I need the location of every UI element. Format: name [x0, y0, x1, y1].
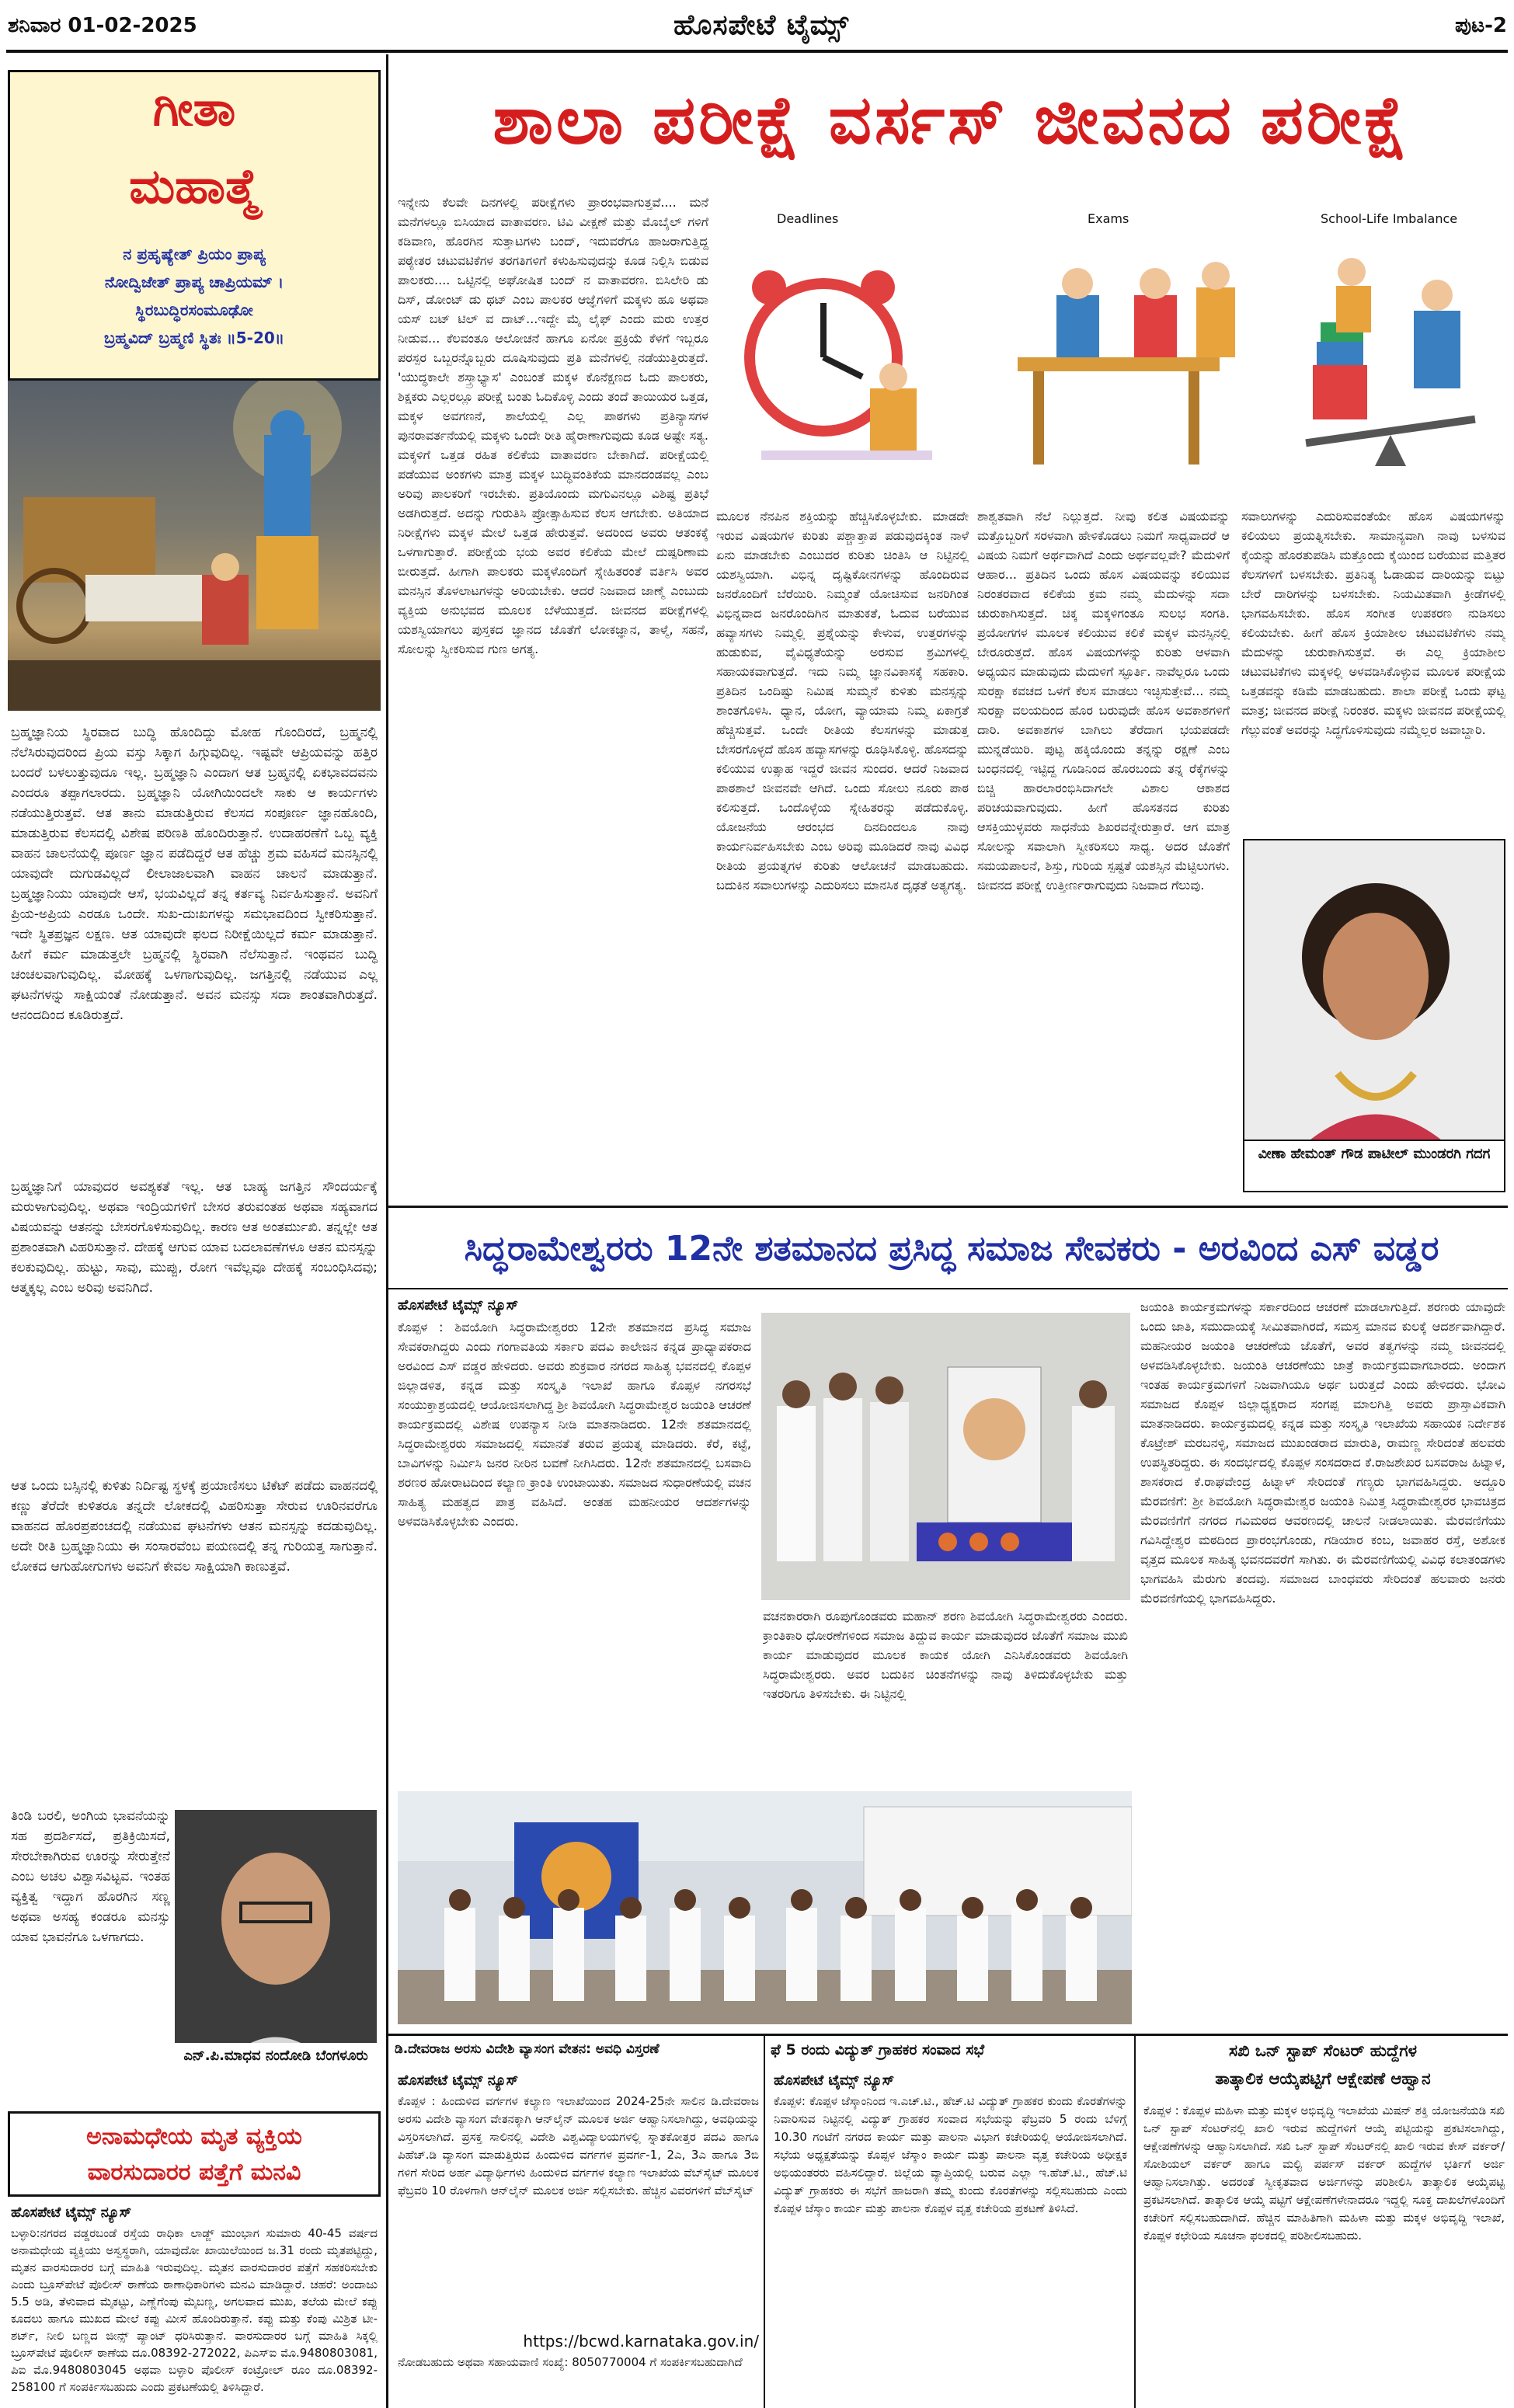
gita-verse-2: ನೋದ್ವಿಜೇತ್ ಪ್ರಾಪ್ಯ ಚಾಪ್ರಿಯಮ್ ।: [104, 273, 284, 291]
anamadheya-headline-box: [8, 2111, 381, 2197]
devaraj-body: ಕೊಪ್ಪಳ : ಹಿಂದುಳಿದ ವರ್ಗಗಳ ಕಲ್ಯಾಣ ಇಲಾಖೆಯಿಂದ 2024-25ನೇ ಸಾಲಿನ ಡಿ.ದೇವರಾಜ ಅರಸು ವಿದೇಶಿ ವ್ಯಾಸಂಗ ವೇತನಕ್ಕಾಗಿ ಆನ್‌ಲೈನ್ ಮೂಲಕ ಅರ್ಜಿ ಆಹ್ವಾನಿಸಲಾಗಿದ್ದು, ಅವಧಿಯನ್ನು ವಿಸ್ತರಿಸಲಾಗಿದೆ. ಪ್ರಸಕ್ತ ಸಾಲಿನಲ್ಲಿ ವಿದೇಶಿ ವಿಶ್ವವಿದ್ಯಾಲಯಗಳಲ್ಲಿ ಸ್ನಾತಕೋತ್ತರ ಪದವಿ ಹಾಗೂ ಪಿಹೆಚ್.ಡಿ ವ್ಯಾಸಂಗ ಮಾಡುತ್ತಿರುವ ಹಿಂದುಳಿದ ವರ್ಗಗಳ ಪ್ರವರ್ಗ-1, 2ಎ, 3ಎ ಹಾಗೂ 3ಬಿ ಗಳಿಗೆ ಸೇರಿದ ಅರ್ಹ ವಿದ್ಯಾರ್ಥಿಗಳು ಹಿಂದುಳಿದ ವರ್ಗಗಳ ಕಲ್ಯಾಣ ಇಲಾಖೆಯ ವೆಬ್‌ಸೈಟ್ ಮೂಲಕ ಫೆಬ್ರವರಿ 10 ರೊಳಗಾಗಿ ಆನ್‌ಲೈನ್ ಮೂಲಕ ಅರ್ಜಿ ಸಲ್ಲಿಸಬೇಕು. ಹೆಚ್ಚಿನ ವಿವರಗಳಿಗೆ ವೆಬ್‌ಸೈಟ್: [398, 2094, 759, 2197]
aravinda-byline: ಹೊಸಪೇಟೆ ಟೈಮ್ಸ್ ನ್ಯೂಸ್: [398, 1297, 519, 1314]
sakhi-headline-2: ತಾತ್ಕಾಲಿಕ ಆಯ್ಕೆಪಟ್ಟಿಗೆ ಆಕ್ಷೇಪಣೆ ಆಹ್ವಾನ: [1215, 2069, 1431, 2088]
header-rule: [6, 50, 1508, 53]
bottom-vrule-2: [1134, 2036, 1136, 2408]
left-column-rule: [386, 54, 388, 2408]
event-photo: [761, 1313, 1130, 1600]
electricity-headline: ಫೆ 5 ರಂದು ವಿದ್ಯುತ್ ಗ್ರಾಹಕರ ಸಂವಾದ ಸಭೆ: [771, 2041, 985, 2058]
aravinda-headline: ಸಿದ್ಧರಾಮೇಶ್ವರರು 12ನೇ ಶತಮಾನದ ಪ್ರಸಿದ್ಧ ಸಮಾಜ ಸೇವಕರು - ಅರವಿಂದ ಎಸ್ ವಡ್ಡರ: [464, 1229, 1439, 1268]
author-photo-veena: [1243, 839, 1505, 1192]
devaraj-headline: ಡಿ.ದೇವರಾಜ ಅರಸು ವಿದೇಶಿ ವ್ಯಾಸಂಗ ವೇತನ: ಅವಧಿ ವಿಸ್ತರಣೆ: [395, 2041, 660, 2057]
anamadheya-byline: ಹೊಸಪೇಟೆ ಟೈಮ್ಸ್ ನ್ಯೂಸ್: [11, 2204, 132, 2221]
page-number: ಪುಟ-2: [1454, 14, 1507, 37]
anamadheya-headline-2: ವಾರಸುದಾರರ ಪತ್ತೆಗೆ ಮನವಿ: [87, 2159, 301, 2186]
author-caption-madhava: ಎನ್.ಪಿ.ಮಾಧವ ನಂದೋಡಿ ಬೆಂಗಳೂರು: [175, 2043, 377, 2093]
krishna-arjuna-painting: [8, 381, 381, 711]
devaraj-tail: ನೋಡಬಹುದು ಅಥವಾ ಸಹಾಯವಾಣಿ ಸಂಖ್ಯೆ: 8050770004 ಗೆ ಸಂಪರ್ಕಿಸಬಹುದಾಗಿದೆ: [398, 2355, 743, 2369]
devaraj-url[interactable]: https://bcwd.karnataka.gov.in/: [523, 2332, 759, 2351]
sakhi-headline-1: ಸಖಿ ಒನ್ ಸ್ಟಾಪ್ ಸೆಂಟರ್ ಹುದ್ದೆಗಳ: [1228, 2041, 1418, 2060]
aravinda-mid: ವಚನಕಾರರಾಗಿ ರೂಪುಗೊಂಡವರು ಮಹಾನ್ ಶರಣ ಶಿವಯೋಗಿ ಸಿದ್ಧರಾಮೇಶ್ವರರು ಎಂದರು. ಕ್ರಾಂತಿಕಾರಿ ಧೋರಣೆಗಳಿಂದ ಸಮಾಜ ತಿದ್ದುವ ಕಾರ್ಯ ಮಾಡುವುದರ ಜೊತೆಗೆ ಸಮಾಜ ಮುಖಿ ಕಾರ್ಯ ಮಾಡುವುದರ ಮೂಲಕ ಕಾಯಕ ಯೋಗಿ ಎನಿಸಿಕೊಂಡವರು ಶಿವಯೋಗಿ ಸಿದ್ಧರಾಮೇಶ್ವರರು. ಅವರ ಬದುಕಿನ ಚಿಂತನೆಗಳನ್ನು ನಾವು ತಿಳಿದುಕೊಳ್ಳಬೇಕು ಮತ್ತು ಇತರರಿಗೂ ತಿಳಿಸಬೇಕು. ಈ ನಿಟ್ಟಿನಲ್ಲಿ: [763, 1609, 1128, 1701]
author-photo-madhava: [175, 1810, 377, 2093]
gita-body-3: ಆತ ಒಂದು ಬಸ್ಸಿನಲ್ಲಿ ಕುಳಿತು ನಿರ್ದಿಷ್ಟ ಸ್ಥಳಕ್ಕೆ ಪ್ರಯಾಣಿಸಲು ಟಿಕೆಟ್ ಪಡೆದು ವಾಹನದಲ್ಲಿ ಕಣ್ಣು ತೆರೆದೇ ಕುಳಿತರೂ ತನ್ನದೇ ಲೋಕದಲ್ಲಿ ವಿಹರಿಸುತ್ತಾ ಸೇರುವ ಊರಿನವರೆಗೂ ವಾಹನದ ಹೊರಪ್ರಪಂಚದಲ್ಲಿ ನಡೆಯುವ ಘಟನೆಗಳು ಆತನ ಮನಸ್ಸನ್ನು ಕದಡುವುದಿಲ್ಲ. ಅದೇ ರೀತಿ ಬ್ರಹ್ಮಜ್ಞಾನಿಯು ಈ ಸಂಸಾರವೆಂಬ ಪಯಣದಲ್ಲಿ ತನ್ನ ಗುರಿಯತ್ತ ಸಾಗುತ್ತಾನೆ. ಲೋಕದ ಆಗುಹೋಗುಗಳು ಅವನಿಗೆ ಕೇವಲ ಸಾಕ್ಷಿಯಾಗಿ ಕಾಣುತ್ತವೆ.: [11, 1478, 378, 1575]
gita-verse-1: ನ ಪ್ರಹೃಷ್ಯೇತ್ ಪ್ರಿಯಂ ಪ್ರಾಪ್ಯ: [123, 245, 266, 263]
devaraj-byline: ಹೊಸಪೇಟೆ ಟೈಮ್ಸ್ ನ್ಯೂಸ್: [398, 2072, 519, 2089]
gita-verse-3: ಸ್ಥಿರಬುದ್ಧಿರಸಂಮೂಢೋ: [135, 301, 253, 319]
section-rule-3: [388, 2034, 1508, 2036]
illus-label-deadlines: Deadlines: [777, 211, 839, 226]
anamadheya-body: ಬಳ್ಳಾರಿ:ನಗರದ ವಡ್ಡರಬಂಡೆ ರಸ್ತೆಯ ರಾಧಿಕಾ ಲಾಡ್ಜ್ ಮುಂಭಾಗ ಸುಮಾರು 40-45 ವರ್ಷದ ಅನಾಮಧೇಯ ವ್ಯಕ್ತಿಯು ಅಸ್ವಸ್ಥರಾಗಿ, ಯಾವುದೋ ಖಾಯಿಲೆಯಿಂದ ಜ.31 ರಂದು ಮೃತಪಟ್ಟಿದ್ದು, ಮೃತನ ವಾರಸುದಾರರ ಬಗ್ಗೆ ಮಾಹಿತಿ ಇರುವುದಿಲ್ಲ. ಮೃತನ ವಾರಸುದಾರರ ಪತ್ತೆಗೆ ಸಹಕರಿಸಬೇಕು ಎಂದು ಬ್ರೂಸ್‍ಪೇಟೆ ಪೊಲೀಸ್ ಠಾಣೆಯ ಠಾಣಾಧಿಕಾರಿಗಳು ಮನವಿ ಮಾಡಿದ್ದಾರೆ. ಚಹರೆ: ಅಂದಾಜು 5.5 ಅಡಿ, ತೆಳುವಾದ ಮೈಕಟ್ಟು, ಎಣ್ಣೆಗೆಂಪು ಮೈಬಣ್ಣ, ಅಗಲವಾದ ಮುಖ, ತಲೆಯ ಮೇಲೆ ಕಪ್ಪು ಕೂದಲು ಹಾಗೂ ಮುಖದ ಮೇಲೆ ಕಪ್ಪು ಮೀಸೆ ಹೊಂದಿರುತ್ತಾನೆ. ಕಪ್ಪು ಮತ್ತು ಕೆಂಪು ಮಿಶ್ರಿತ ಟೀ-ಶರ್ಟ್, ನೀಲಿ ಬಣ್ಣದ ಜೀನ್ಸ್ ಪ್ಯಾಂಟ್ ಧರಿಸಿರುತ್ತಾನೆ. ವಾರಸುದಾರರ ಬಗ್ಗೆ ಮಾಹಿತಿ ಸಿಕ್ಕಲ್ಲಿ ಬ್ರೂಸ್‍ಪೇಟೆ ಪೊಲೀಸ್ ಠಾಣೆಯ ದೂ.08392-272022, ಪಿಎಸ್‌ಐ ಮೊ.9480803081, ಪಿಐ ಮೊ.9480803045 ಅಥವಾ ಬಳ್ಳಾರಿ ಪೊಲೀಸ್ ಕಂಟ್ರೋಲ್ ರೂಂ ದೂ.08392-258100 ಗೆ ಸಂಪರ್ಕಿಸಬಹುದು ಎಂದು ಪ್ರಕಟಣೆಯಲ್ಲಿ ತಿಳಿಸಿದ್ದಾರೆ.: [11, 2226, 378, 2394]
anamadheya-headline-1: ಅನಾಮಧೇಯ ಮೃತ ವ್ಯಕ್ತಿಯ: [86, 2123, 302, 2150]
issue-date: ಶನಿವಾರ 01-02-2025: [8, 14, 197, 37]
masthead-title: ಹೊಸಪೇಟೆ ಟೈಮ್ಸ್: [673, 9, 850, 41]
sakhi-body: ಕೊಪ್ಪಳ : ಕೊಪ್ಪಳ ಮಹಿಳಾ ಮತ್ತು ಮಕ್ಕಳ ಅಭಿವೃದ್ಧಿ ಇಲಾಖೆಯ ಮಿಷನ್ ಶಕ್ತಿ ಯೋಜನೆಯಡಿ ಸಖಿ ಒನ್ ಸ್ಟಾಪ್ ಸೆಂಟರ್‌ನಲ್ಲಿ ಖಾಲಿ ಇರುವ ಹುದ್ದೆಗಳಿಗೆ ಆಯ್ಕೆ ಪಟ್ಟಿಯನ್ನು ಪ್ರಕಟಿಸಲಾಗಿದ್ದು, ಆಕ್ಷೇಪಣೆಗಳನ್ನು ಆಹ್ವಾನಿಸಲಾಗಿದೆ. ಸಖಿ ಒನ್ ಸ್ಟಾಪ್ ಸೆಂಟರ್‌ನಲ್ಲಿ ಖಾಲಿ ಇರುವ ಕೇಸ್ ವರ್ಕರ್/ಸೋಶಿಯಲ್ ವರ್ಕರ್ ಹಾಗೂ ಮಲ್ಟಿ ಪರ್ಪಸ್ ವರ್ಕರ್ ಹುದ್ದೆಗಳ ಭರ್ತಿಗೆ ಅರ್ಜಿ ಆಹ್ವಾನಿಸಲಾಗಿತ್ತು. ಅದರಂತೆ ಸ್ವೀಕೃತವಾದ ಅರ್ಜಿಗಳನ್ನು ಪರಿಶೀಲಿಸಿ ತಾತ್ಕಾಲಿಕ ಆಯ್ಕೆಪಟ್ಟಿ ಪ್ರಕಟಿಸಲಾಗಿದೆ. ತಾತ್ಕಾಲಿಕ ಆಯ್ಕೆ ಪಟ್ಟಿಗೆ ಆಕ್ಷೇಪಣೆಗಳೇನಾದರೂ ಇದ್ದಲ್ಲಿ ಸೂಕ್ತ ದಾಖಲೆಗಳೊಂದಿಗೆ ಕಚೇರಿಗೆ ಸಲ್ಲಿಸಬಹುದಾಗಿದೆ. ಹೆಚ್ಚಿನ ಮಾಹಿತಿಗಾಗಿ ಮಹಿಳಾ ಮತ್ತು ಮಕ್ಕಳ ಅಭಿವೃದ್ಧಿ ಇಲಾಖೆ, ಕೊಪ್ಪಳ ಕಛೇರಿಯ ಸೂಚನಾ ಫಲಕದಲ್ಲಿ ಪರಿಶೀಲಿಸಬಹುದು.: [1143, 2104, 1505, 2243]
main-article-col-1: ಇನ್ನೇನು ಕೆಲವೇ ದಿನಗಳಲ್ಲಿ ಪರೀಕ್ಷೆಗಳು ಪ್ರಾರಂಭವಾಗುತ್ತವೆ.... ಮನೆ ಮನೆಗಳಲ್ಲೂ ಬಿಸಿಯಾದ ವಾತಾವರಣ. ಟಿವಿ ವೀಕ್ಷಣೆ ಮತ್ತು ಮೊಬೈಲ್ ಗಳಿಗೆ ಕಡಿವಾಣ, ಹೊರಗಿನ ಸುತ್ತಾಟಗಳು ಬಂದ್, ಇದುವರೆಗೂ ಹಾಜರಾಗುತ್ತಿದ್ದ ಪಠ್ಯೇತರ ಚಟುವಟಿಕೆಗಳ ತರಗತಿಗಳಿಗೆ ಕಳುಹಿಸುವುದನ್ನು ಕೂಡ ನಿಲ್ಲಿಸಿ ಬಿಡುವ ಪಾಲಕರು.... ಒಟ್ಟಿನಲ್ಲಿ ಅಘೋಷಿತ ಬಂದ್ ನ ವಾತಾವರಣ. ಬಿಸಿಲೇರಿ ಡು ದಿಸ್, ಡೋಂಟ್ ಡು ಥಟ್ ಎಂಬ ಪಾಲಕರ ಆಜ್ಞೆಗಳಿಗೆ ಮಕ್ಕಳು ಹೂ ಅಥವಾ ಯಸ್ ಬಟ್ ಟಿಲ್ ವ ದಾಟ್...ಇದ್ದೇ ಮೈ ಲೈಫ್ ಎಂದು ಮರು ಉತ್ತರ ನೀಡುವ... ಕೆಲವಂತೂ ಆಲೋಚನೆ ಹಾಗೂ ಏನೋ ಪ್ರಕ್ರಿಯೆ ಕೆಳಗೆ ಇಬ್ಬರೂ ಪರಸ್ಪರ ಒಬ್ಬರನ್ನೊಬ್ಬರು ದೂಷಿಸುವುದು ಪ್ರತಿ ಮನೆಗಳಲ್ಲಿ ನಡೆಯುತ್ತಿರುತ್ತದೆ. 'ಯುದ್ಧಕಾಲೇ ಶಸ್ತ್ರಾಭ್ಯಾಸ' ಎಂಬಂತೆ ಮಕ್ಕಳ ಕೊನೆಕ್ಷಣದ ಓದು ಪಾಲಕರು, ಶಿಕ್ಷಕರು ಎಲ್ಲರಲ್ಲೂ ಪರೀಕ್ಷೆ ಬಂತು ಓದಿಕೊಳ್ಳಿ ಎಂದು ತಂದೆ ತಾಯಿಯರ ಒತ್ತಡ, ಮಕ್ಕಳ ಅವಗಣನೆ, ಶಾಲೆಯಲ್ಲಿ ಎಲ್ಲ ಪಾಠಗಳು ಪ್ರತಿನ್ಯಾಸಗಳ ಪುನರಾವರ್ತನೆಯಲ್ಲಿ ಮಕ್ಕಳು ಒಂದೇ ರೀತಿ ಹೈರಾಣಾಗುವುದು ಕೂಡ ಅಷ್ಟೇ ಸತ್ಯ. ಮಕ್ಕಳಿಗೆ ಒತ್ತಡ ರಹಿತ ಕಲಿಕೆಯ ವಾತಾವರಣ ಬೇಕಾಗಿದೆ. ಪರೀಕ್ಷೆಯಲ್ಲಿ ಪಡೆಯುವ ಅಂಕಗಳು ಮಾತ್ರ ಮಕ್ಕಳ ಬುದ್ಧಿವಂತಿಕೆಯ ಮಾನದಂಡವಲ್ಲ ಎಂಬ ಅರಿವು ಪಾಲಕರಿಗೆ ಇರಬೇಕು. ಪ್ರತಿಯೊಂದು ಮಗುವಿನಲ್ಲೂ ವಿಶಿಷ್ಟ ಪ್ರತಿಭೆ ಅಡಗಿರುತ್ತದೆ. ಅದನ್ನು ಗುರುತಿಸಿ ಪ್ರೋತ್ಸಾಹಿಸುವ ಕೆಲಸ ಆಗಬೇಕು. ಅತಿಯಾದ ನಿರೀಕ್ಷೆಗಳು ಮಕ್ಕಳ ಮೇಲೆ ಒತ್ತಡ ಹೇರುತ್ತವೆ. ಅದರಿಂದ ಅವರು ಆತಂಕಕ್ಕೆ ಒಳಗಾಗುತ್ತಾರೆ. ಪರೀಕ್ಷೆಯ ಭಯ ಅವರ ಕಲಿಕೆಯ ಮೇಲೆ ದುಷ್ಪರಿಣಾಮ ಬೀರುತ್ತದೆ. ಹೀಗಾಗಿ ಪಾಲಕರು ಮಕ್ಕಳೊಂದಿಗೆ ಸ್ನೇಹಿತರಂತೆ ವರ್ತಿಸಿ ಅವರ ಮನಸ್ಸಿನ ತೊಳಲಾಟಗಳನ್ನು ಅರಿಯಬೇಕು. ಆದರೆ ನಿಜವಾದ ಜಾಣ್ಮೆ ಎಂಬುದು ವ್ಯಕ್ತಿಯ ಅನುಭವದ ಮೂಲಕ ಬೆಳೆಯುತ್ತದೆ. ಜೀವನದ ಪರೀಕ್ಷೆಗಳಲ್ಲಿ ಯಶಸ್ವಿಯಾಗಲು ಪುಸ್ತಕದ ಜ್ಞಾನದ ಜೊತೆಗೆ ಲೋಕಜ್ಞಾನ, ತಾಳ್ಮೆ, ಸಹನೆ, ಸೋಲನ್ನು ಸ್ವೀಕರಿಸುವ ಗುಣ ಅಗತ್ಯ.: [398, 195, 708, 656]
main-article-col-3: ಶಾಶ್ವತವಾಗಿ ನೆಲೆ ನಿಲ್ಲುತ್ತದೆ. ನೀವು ಕಲಿತ ವಿಷಯವನ್ನು ಮತ್ತೊಬ್ಬರಿಗೆ ಸರಳವಾಗಿ ಹೇಳಿಕೊಡಲು ನಿಮಗೆ ಸಾಧ್ಯವಾದರೆ ಆ ವಿಷಯ ನಿಮಗೆ ಅರ್ಥವಾಗಿದೆ ಎಂದು ಅರ್ಥವಲ್ಲವೇ? ಮೆದುಳಿಗೆ ಆಹಾರ... ಪ್ರತಿದಿನ ಒಂದು ಹೊಸ ವಿಷಯವನ್ನು ಕಲಿಯುವ ನಿರಂತರವಾದ ಕಲಿಕೆಯ ಕ್ರಮ ನಮ್ಮ ಮೆದುಳನ್ನು ಸದಾ ಚುರುಕಾಗಿಸುತ್ತದೆ. ಚಿಕ್ಕ ಮಕ್ಕಳಿಗಂತೂ ಸುಲಭ ಸಂಗತಿ. ಪ್ರಯೋಗಗಳ ಮೂಲಕ ಕಲಿಯುವ ಕಲಿಕೆ ಮಕ್ಕಳ ಮನಸ್ಸಿನಲ್ಲಿ ಬೇರೂರುತ್ತದೆ. ಹೊಸ ವಿಷಯಗಳನ್ನು ಕುರಿತು ಆಳವಾಗಿ ಅಧ್ಯಯನ ಮಾಡುವುದು ಮೆದುಳಿಗೆ ಸ್ಫೂರ್ತಿ. ನಾವೆಲ್ಲರೂ ಒಂದು ಸುರಕ್ಷಾ ಕವಚದ ಒಳಗೆ ಕೆಲಸ ಮಾಡಲು ಇಚ್ಛಿಸುತ್ತೇವೆ... ನಮ್ಮ ಸುರಕ್ಷಾ ವಲಯದಿಂದ ಹೊರ ಬರುವುದೇ ಹೊಸ ಅವಕಾಶಗಳಿಗೆ ದಾರಿ. ಅವಕಾಶಗಳ ಬಾಗಿಲು ತೆರೆದಾಗ ಭಯಪಡದೇ ಮುನ್ನಡೆಯಿರಿ. ಪುಟ್ಟ ಹಕ್ಕಿಯೊಂದು ತನ್ನನ್ನು ರಕ್ಷಣೆ ಎಂಬ ಬಂಧನದಲ್ಲಿ ಇಟ್ಟಿದ್ದ ಗೂಡಿನಿಂದ ಹೊರಬಂದು ತನ್ನ ರೆಕ್ಕೆಗಳನ್ನು ಬಿಚ್ಚಿ ಹಾರಲಾರಂಭಿಸಿದಾಗಲೇ ವಿಶಾಲ ಆಕಾಶದ ಪರಿಚಯವಾಗುವುದು. ಹೀಗೆ ಹೊಸತನದ ಕುರಿತು ಆಸಕ್ತಿಯುಳ್ಳವರು ಸಾಧನೆಯ ಶಿಖರವನ್ನೇರುತ್ತಾರೆ. ಆಗ ಮಾತ್ರ ಸೋಲನ್ನು ಸವಾಲಾಗಿ ಸ್ವೀಕರಿಸಲು ಸಾಧ್ಯ. ಅದರ ಜೊತೆಗೆ ಸಮಯಪಾಲನೆ, ಶಿಸ್ತು, ಗುರಿಯ ಸ್ಪಷ್ಟತೆ ಯಶಸ್ಸಿನ ಮೆಟ್ಟಿಲುಗಳು. ಜೀವನದ ಪರೀಕ್ಷೆ ಉತ್ತೀರ್ಣರಾಗುವುದು ನಿಜವಾದ ಗೆಲುವು.: [977, 509, 1230, 893]
gita-title-2: ಮಹಾತ್ಮೆ: [129, 158, 259, 214]
illus-label-imbalance: School-Life Imbalance: [1321, 211, 1458, 226]
gita-verse-4: ಬ್ರಹ್ಮವಿದ್ ಬ್ರಹ್ಮಣಿ ಸ್ಥಿತಃ ॥5-20॥: [103, 329, 285, 347]
electricity-byline: ಹೊಸಪೇಟೆ ಟೈಮ್ಸ್ ನ್ಯೂಸ್: [774, 2072, 895, 2089]
gita-body-4: ತಿಂಡಿ ಬರಲಿ, ಅಂಗಿಯ ಭಾವನೆಯನ್ನು ಸಹ ಪ್ರದರ್ಶಿಸದೆ, ಪ್ರತಿಕ್ರಿಯಿಸದೆ, ಸೇರಬೇಕಾಗಿರುವ ಊರನ್ನು ಸೇರುತ್ತೇನೆ ಎಂಬ ಅಚಲ ವಿಶ್ವಾಸವಿಟ್ಟವ. ಇಂತಹ ವ್ಯಕ್ತಿತ್ವ ಇದ್ದಾಗ ಹೊರಗಿನ ಸಣ್ಣ ಅಥವಾ ಅಸಹ್ಯ ಕಂಡರೂ ಮನಸ್ಸು ಯಾವ ಭಾವನೆಗೂ ಒಳಗಾಗದು.: [11, 1808, 170, 1945]
gita-title-1: ಗೀತಾ: [152, 80, 236, 137]
section-rule-2: [388, 1288, 1508, 1289]
gita-box: [8, 70, 381, 381]
aravinda-left: ಕೊಪ್ಪಳ : ಶಿವಯೋಗಿ ಸಿದ್ಧರಾಮೇಶ್ವರರು 12ನೇ ಶತಮಾನದ ಪ್ರಸಿದ್ಧ ಸಮಾಜ ಸೇವಕರಾಗಿದ್ದರು ಎಂದು ಗಂಗಾವತಿಯ ಸರ್ಕಾರಿ ಪದವಿ ಕಾಲೇಜಿನ ಕನ್ನಡ ಪ್ರಾಧ್ಯಾಪಕರಾದ ಅರವಿಂದ ಎಸ್ ವಡ್ಡರ ಹೇಳಿದರು. ಅವರು ಶುಕ್ರವಾರ ನಗರದ ಸಾಹಿತ್ಯ ಭವನದಲ್ಲಿ ಕೊಪ್ಪಳ ಜಿಲ್ಲಾಡಳಿತ, ಕನ್ನಡ ಮತ್ತು ಸಂಸ್ಕೃತಿ ಇಲಾಖೆ ಹಾಗೂ ಕೊಪ್ಪಳ ನಗರಸಭೆ ಸಂಯುಕ್ತಾಶ್ರಯದಲ್ಲಿ ಆಯೋಜಿಸಲಾಗಿದ್ದ ಶ್ರೀ ಶಿವಯೋಗಿ ಸಿದ್ಧರಾಮೇಶ್ವರ ಜಯಂತಿ ಆಚರಣೆ ಕಾರ್ಯಕ್ರಮದಲ್ಲಿ ವಿಶೇಷ ಉಪನ್ಯಾಸ ನೀಡಿ ಮಾತನಾಡಿದರು. 12ನೇ ಶತಮಾನದಲ್ಲಿ ಸಿದ್ಧರಾಮೇಶ್ವರರು ಸಮಾಜದಲ್ಲಿ ಸಮಾನತೆ ತರುವ ಪ್ರಯತ್ನ ಮಾಡಿದರು. ಕೆರೆ, ಕಟ್ಟೆ, ಬಾವಿಗಳನ್ನು ನಿರ್ಮಿಸಿ ಜನರ ನೀರಿನ ಬವಣೆ ನೀಗಿಸಿದರು. 12ನೇ ಶತಮಾನದಲ್ಲಿ ಬಸವಾದಿ ಶರಣರ ಹೋರಾಟದಿಂದ ಕಲ್ಯಾಣ ಕ್ರಾಂತಿ ಉಂಟಾಯಿತು. ಸಮಾಜದ ಸುಧಾರಣೆಯಲ್ಲಿ ವಚನ ಸಾಹಿತ್ಯ ಮಹತ್ವದ ಪಾತ್ರ ವಹಿಸಿದೆ. ಅಂತಹ ಮಹನೀಯರ ಆದರ್ಶಗಳನ್ನು ಅಳವಡಿಸಿಕೊಳ್ಳಬೇಕು ಎಂದರು.: [398, 1320, 751, 1529]
section-rule-1: [388, 1206, 1508, 1208]
procession-photo: [398, 1791, 1132, 2024]
electricity-body: ಕೊಪ್ಪಳ: ಕೊಪ್ಪಳ ಜೆಸ್ಕಾಂನಿಂದ ಇ.ಎಚ್.ಟಿ., ಹೆಚ್.ಟಿ ವಿದ್ಯುತ್ ಗ್ರಾಹಕರ ಕುಂದು ಕೊರತೆಗಳನ್ನು ನಿವಾರಿಸುವ ನಿಟ್ಟಿನಲ್ಲಿ ವಿದ್ಯುತ್ ಗ್ರಾಹಕರ ಸಂವಾದ ಸಭೆಯನ್ನು ಫೆಬ್ರವರಿ 5 ರಂದು ಬೆಳಿಗ್ಗೆ 10.30 ಗಂಟೆಗೆ ನಗರದ ಕಾರ್ಯ ಮತ್ತು ಪಾಲನಾ ವಿಭಾಗ ಕಚೇರಿಯಲ್ಲಿ ಆಯೋಜಿಸಲಾಗಿದೆ. ಸಭೆಯ ಅಧ್ಯಕ್ಷತೆಯನ್ನು ಕೊಪ್ಪಳ ಜೆಸ್ಕಾಂ ಕಾರ್ಯ ಮತ್ತು ಪಾಲನಾ ವೃತ್ತ ಕಚೇರಿಯ ಅಧೀಕ್ಷಕ ಅಭಿಯಂತರರು ವಹಿಸಲಿದ್ದಾರೆ. ಜಿಲ್ಲೆಯ ವ್ಯಾಪ್ತಿಯಲ್ಲಿ ಬರುವ ಎಲ್ಲಾ ಇ.ಹೆಚ್.ಟಿ., ಹೆಚ್.ಟಿ ವಿದ್ಯುತ್ ಗ್ರಾಹಕರು ಈ ಸಭೆಗೆ ಹಾಜರಾಗಿ ತಮ್ಮ ಕುಂದು ಕೊರತೆಗಳನ್ನು ಸಲ್ಲಿಸಬಹುದು ಎಂದು ಕೊಪ್ಪಳ ಜೆಸ್ಕಾಂ ಕಾರ್ಯ ಮತ್ತು ಪಾಲನಾ ಕೊಪ್ಪಳ ವೃತ್ತ ಕಚೇರಿಯ ಪ್ರಕಟಣೆ ತಿಳಿಸಿದೆ.: [774, 2094, 1127, 2215]
gita-body-2: ಬ್ರಹ್ಮಜ್ಞಾನಿಗೆ ಯಾವುದರ ಅವಶ್ಯಕತೆ ಇಲ್ಲ. ಆತ ಬಾಹ್ಯ ಜಗತ್ತಿನ ಸೌಂದರ್ಯಕ್ಕೆ ಮರುಳಾಗುವುದಿಲ್ಲ. ಅಥವಾ ಇಂದ್ರಿಯಗಳಿಗೆ ಬೇಸರ ತರುವಂತಹ ಅಥವಾ ಸಹ್ಯವಾಗದ ವಿಷಯವನ್ನು ಆತನನ್ನು ಬೇಸರಗೊಳಿಸುವುದಿಲ್ಲ. ಕಾರಣ ಆತ ಅಂತರ್ಮುಖಿ. ತನ್ನಲ್ಲೇ ಆತ ಪ್ರಶಾಂತವಾಗಿ ವಿಹರಿಸುತ್ತಾನೆ. ದೇಹಕ್ಕೆ ಆಗುವ ಯಾವ ಬದಲಾವಣೆಗಳೂ ಆತನ ಮನಸ್ಸನ್ನು ಕಲಕುವುದಿಲ್ಲ. ಹುಟ್ಟು, ಸಾವು, ಮುಪ್ಪು, ರೋಗ ಇವೆಲ್ಲವೂ ದೇಹಕ್ಕೆ ಸಂಬಂಧಿಸಿದವು; ಆತ್ಮಕ್ಕಲ್ಲ ಎಂಬ ಅರಿವು ಅವನಿಗಿದೆ.: [11, 1179, 378, 1296]
author-caption-veena: ವೀಣಾ ಹೇಮಂತ್ ಗೌಡ ಪಾಟೀಲ್ ಮುಂಡರಗಿ ಗದಗ: [1244, 1140, 1504, 1191]
main-headline: ಶಾಲಾ ಪರೀಕ್ಷೆ ವರ್ಸಸ್ ಜೀವನದ ಪರೀಕ್ಷೆ: [492, 82, 1411, 159]
illus-label-exams: Exams: [1088, 211, 1129, 226]
exam-stress-illustration: [715, 194, 1503, 505]
main-article-col-2: ಮೂಲಕ ನೆನಪಿನ ಶಕ್ತಿಯನ್ನು ಹೆಚ್ಚಿಸಿಕೊಳ್ಳಬೇಕು. ಮಾಡದೇ ಇರುವ ವಿಷಯಗಳ ಕುರಿತು ಪಶ್ಚಾತ್ತಾಪ ಪಡುವುದಕ್ಕಿಂತ ನಾಳೆ ಏನು ಮಾಡಬೇಕು ಎಂಬುದರ ಕುರಿತು ಚಿಂತಿಸಿ ಆ ನಿಟ್ಟಿನಲ್ಲಿ ಯಶಸ್ವಿಯಾಗಿ. ವಿಭಿನ್ನ ದೃಷ್ಟಿಕೋನಗಳನ್ನು ಹೊಂದಿರುವ ಜನರೊಂದಿಗೆ ಬೆರೆಯಿರಿ. ನಿಮ್ಮಂತೆ ಯೋಚಿಸುವ ಜನರಿಗಿಂತ ವಿಭಿನ್ನವಾದ ಜನರೊಂದಿಗಿನ ಮಾತುಕತೆ, ಓದುವ ಬರೆಯುವ ಹವ್ಯಾಸಗಳು ನಿಮ್ಮಲ್ಲಿ ಪ್ರಶ್ನೆಯನ್ನು ಕೇಳುವ, ಉತ್ತರಗಳನ್ನು ಹುಡುಕುವ, ವೈವಿಧ್ಯತೆಯನ್ನು ಅರಸುವ ಶ್ರಮಿಗಳಲ್ಲಿ ಸಹಾಯಕವಾಗುತ್ತದೆ. ಇದು ನಿಮ್ಮ ಜ್ಞಾನವಿಕಾಸಕ್ಕೆ ಸಹಕಾರಿ. ಪ್ರತಿದಿನ ಒಂದಿಷ್ಟು ನಿಮಿಷ ಸುಮ್ಮನೆ ಕುಳಿತು ಮನಸ್ಸನ್ನು ಶಾಂತಗೊಳಿಸಿ. ಧ್ಯಾನ, ಯೋಗ, ವ್ಯಾಯಾಮ ನಿಮ್ಮ ಏಕಾಗ್ರತೆ ಹೆಚ್ಚಿಸುತ್ತವೆ. ಒಂದೇ ರೀತಿಯ ಕೆಲಸಗಳನ್ನು ಮಾಡುತ್ತ ಬೇಸರಗೊಳ್ಳದೆ ಹೊಸ ಹವ್ಯಾಸಗಳನ್ನು ರೂಢಿಸಿಕೊಳ್ಳಿ. ಹೊಸದನ್ನು ಕಲಿಯುವ ಉತ್ಸಾಹ ಇದ್ದರೆ ಜೀವನ ಸುಂದರ. ಆದರೆ ನಿಜವಾದ ಪಾಠಶಾಲೆ ಜೀವನವೇ ಆಗಿದೆ. ಒಂದು ಸೋಲು ನೂರು ಪಾಠ ಕಲಿಸುತ್ತದೆ. ಒಂದೊಳ್ಳೆಯ ಸ್ನೇಹಿತರನ್ನು ಪಡೆದುಕೊಳ್ಳಿ. ಯೋಜನೆಯ ಆರಂಭದ ದಿನದಿಂದಲೂ ನಾವು ಕಾರ್ಯನಿರ್ವಹಿಸಬೇಕು ಎಂಬ ಅರಿವು ಮೂಡಿದರೆ ನಾವು ವಿವಿಧ ರೀತಿಯ ಪ್ರಯತ್ನಗಳ ಕುರಿತು ಆಲೋಚನೆ ಮಾಡಬಹುದು. ಬದುಕಿನ ಸವಾಲುಗಳನ್ನು ಎದುರಿಸಲು ಮಾನಸಿಕ ದೃಢತೆ ಅತ್ಯಗತ್ಯ.: [716, 509, 969, 893]
bottom-vrule-1: [764, 2036, 765, 2408]
aravinda-right: ಜಯಂತಿ ಕಾರ್ಯಕ್ರಮಗಳನ್ನು ಸರ್ಕಾರದಿಂದ ಆಚರಣೆ ಮಾಡಲಾಗುತ್ತಿದೆ. ಶರಣರು ಯಾವುದೇ ಒಂದು ಜಾತಿ, ಸಮುದಾಯಕ್ಕೆ ಸೀಮಿತವಾಗಿರದೆ, ಸಮಸ್ತ ಮಾನವ ಕುಲಕ್ಕೆ ಆದರ್ಶವಾಗಿದ್ದಾರೆ. ಮಹನೀಯರ ಜಯಂತಿ ಆಚರಣೆಯ ಜೊತೆಗೆ, ಅವರ ತತ್ವಗಳನ್ನು ನಮ್ಮ ಜೀವನದಲ್ಲಿ ಅಳವಡಿಸಿಕೊಳ್ಳಬೇಕು. ಜಯಂತಿ ಆಚರಣೆಯು ಜಾತ್ರೆ ಕಾರ್ಯಕ್ರಮವಾಗಬಾರದು. ಅಂದಾಗ ಇಂತಹ ಕಾರ್ಯಕ್ರಮಗಳಿಗೆ ನಿಜವಾಗಿಯೂ ಅರ್ಥ ಬರುತ್ತದೆ ಎಂದು ಹೇಳಿದರು. ಭೋವಿ ಸಮಾಜದ ಕೊಪ್ಪಳ ಜಿಲ್ಲಾಧ್ಯಕ್ಷರಾದ ಸಂಗಪ್ಪ ಮಾಲಗಿತ್ತಿ ಅವರು ಪ್ರಾಸ್ತಾವಿಕವಾಗಿ ಮಾತನಾಡಿದರು. ಕಾರ್ಯಕ್ರಮದಲ್ಲಿ ಕನ್ನಡ ಮತ್ತು ಸಂಸ್ಕೃತಿ ಇಲಾಖೆಯ ಸಹಾಯಕ ನಿರ್ದೇಶಕ ಕೊಟ್ರೇಶ್ ಮರಬನಳ್ಳಿ, ಸಮಾಜದ ಮುಖಂಡರಾದ ಮಾರುತಿ, ರಾಮಣ್ಣ ಸೇರಿದಂತೆ ಹಲವರು ಉಪಸ್ಥಿತರಿದ್ದರು. ಈ ಸಂದರ್ಭದಲ್ಲಿ ಕೊಪ್ಪಳ ಸಂಸದರಾದ ಕೆ.ರಾಜಶೇಖರ ಬಸವರಾಜ ಹಿಟ್ನಾಳ, ಶಾಸಕರಾದ ಕೆ.ರಾಘವೇಂದ್ರ ಹಿಟ್ನಾಳ್ ಸೇರಿದಂತೆ ಗಣ್ಯರು ಭಾಗವಹಿಸಿದ್ದರು. ಅದ್ದೂರಿ ಮೆರವಣಿಗೆ: ಶ್ರೀ ಶಿವಯೋಗಿ ಸಿದ್ಧರಾಮೇಶ್ವರ ಜಯಂತಿ ನಿಮಿತ್ತ ಸಿದ್ಧರಾಮೇಶ್ವರರ ಭಾವಚಿತ್ರದ ಮೆರವಣಿಗೆಗೆ ನಗರದ ಗವಿಮಠದ ಆವರಣದಲ್ಲಿ ಚಾಲನೆ ನೀಡಲಾಯಿತು. ಮೆರವಣಿಗೆಯು ಗವಿಸಿದ್ದೇಶ್ವರ ಮಠದಿಂದ ಪ್ರಾರಂಭಗೊಂಡು, ಗಡಿಯಾರ ಕಂಬ, ಜವಾಹರ ರಸ್ತೆ, ಅಶೋಕ ವೃತ್ತದ ಮೂಲಕ ಸಾಹಿತ್ಯ ಭವನದವರೆಗೆ ಸಾಗಿತು. ಈ ಮೆರವಣಿಗೆಯಲ್ಲಿ ವಿವಿಧ ಕಲಾತಂಡಗಳು ಭಾಗವಹಿಸಿ ಮೆರುಗು ತಂದವು. ಸಮಾಜದ ಬಾಂಧವರು ಸೇರಿದಂತೆ ಹಲವಾರು ಜನರು ಮೆರವಣಿಗೆಯಲ್ಲಿ ಭಾಗವಹಿಸಿದ್ದರು.: [1140, 1300, 1505, 1606]
gita-body: ಬ್ರಹ್ಮಜ್ಞಾನಿಯ ಸ್ಥಿರವಾದ ಬುದ್ಧಿ ಹೊಂದಿದ್ದು ಮೋಹ ಗೊಂದಿರದೆ, ಬ್ರಹ್ಮನಲ್ಲಿ ನೆಲೆಸಿರುವುದರಿಂದ ಪ್ರಿಯ ವಸ್ತು ಸಿಕ್ಕಾಗ ಹಿಗ್ಗುವುದಿಲ್ಲ. ಇಷ್ಟವೇ ಆಪ್ರಿಯವನ್ನು ಹತ್ತಿರ ಬಂದರೆ ಬಳಲುತ್ತುವುದೂ ಇಲ್ಲ. ಬ್ರಹ್ಮಜ್ಞಾನಿ ಎಂದಾಗ ಆತ ಬ್ರಹ್ಮನಲ್ಲಿ ಏಕಭಾವದವನು ಎಂದರೂ ತಪ್ಪಾಗಲಾರದು. ಬ್ರಹ್ಮಜ್ಞಾನಿ ಯೋಗಿಯಿಂದಲೇ ಸಾಕು ಆ ಕಾರ್ಯಗಳು ನಡೆಯುತ್ತಿರುತ್ತವೆ. ಆತ ತಾನು ಮಾಡುತ್ತಿರುವ ಕೆಲಸದ ಸಂಪೂರ್ಣ ಜ್ಞಾನಹೊಂದಿ, ಮಾಡುತ್ತಿರುವ ಕೆಲಸದಲ್ಲಿ ವಿಶೇಷ ಪರಿಣತಿ ಹೊಂದಿರುತ್ತಾನೆ. ಉದಾಹರಣೆಗೆ ಒಬ್ಬ ವ್ಯಕ್ತಿ ವಾಹನ ಚಾಲನೆಯಲ್ಲಿ ಪೂರ್ಣ ಜ್ಞಾನ ಪಡೆದಿದ್ದರೆ ಆತ ಹೆಚ್ಚು ಶ್ರಮ ವಹಿಸದೆ ಮನಸ್ಸಿನಲ್ಲಿ ಯಾವುದೇ ದುಗುಡವಿಲ್ಲದೆ ಲೀಲಾಜಾಲವಾಗಿ ವಾಹನ ಚಾಲನೆ ಮಾಡುತ್ತಾನೆ. ಬ್ರಹ್ಮಜ್ಞಾನಿಯು ಯಾವುದೇ ಆಸೆ, ಭಯವಿಲ್ಲದೆ ತನ್ನ ಕರ್ತವ್ಯ ನಿರ್ವಹಿಸುತ್ತಾನೆ. ಅವನಿಗೆ ಪ್ರಿಯ-ಅಪ್ರಿಯ ಎರಡೂ ಒಂದೇ. ಸುಖ-ದುಃಖಗಳನ್ನು ಸಮಭಾವದಿಂದ ಸ್ವೀಕರಿಸುತ್ತಾನೆ. ಇದೇ ಸ್ಥಿತಪ್ರಜ್ಞನ ಲಕ್ಷಣ. ಆತ ಯಾವುದೇ ಫಲದ ನಿರೀಕ್ಷೆಯಿಲ್ಲದೆ ಕರ್ಮ ಮಾಡುತ್ತಾನೆ. ಹೀಗೆ ಕರ್ಮ ಮಾಡುತ್ತಲೇ ಬ್ರಹ್ಮನಲ್ಲಿ ಸ್ಥಿರವಾಗಿ ನೆಲೆಸುತ್ತಾನೆ. ಇಂಥವನ ಬುದ್ಧಿ ಚಂಚಲವಾಗುವುದಿಲ್ಲ. ಮೋಹಕ್ಕೆ ಒಳಗಾಗುವುದಿಲ್ಲ. ಜಗತ್ತಿನಲ್ಲಿ ನಡೆಯುವ ಎಲ್ಲ ಘಟನೆಗಳನ್ನು ಸಾಕ್ಷಿಯಂತೆ ನೋಡುತ್ತಾನೆ. ಅವನ ಮನಸ್ಸು ಸದಾ ಶಾಂತವಾಗಿರುತ್ತದೆ. ಆನಂದದಿಂದ ಕೂಡಿರುತ್ತದೆ.: [11, 725, 378, 1023]
main-article-col-4: ಸವಾಲುಗಳನ್ನು ಎದುರಿಸುವಂತೆಯೇ ಹೊಸ ವಿಷಯಗಳನ್ನು ಕಲಿಯಲು ಪ್ರಯತ್ನಿಸಬೇಕು. ಸಾಮಾನ್ಯವಾಗಿ ನಾವು ಬಳಸುವ ಕೈಯನ್ನು ಹೊರತುಪಡಿಸಿ ಮತ್ತೊಂದು ಕೈಯಿಂದ ಬರೆಯುವ ಮತ್ತಿತರ ಕೆಲಸಗಳಿಗೆ ಬಳಸಬೇಕು. ಪ್ರತಿನಿತ್ಯ ಓಡಾಡುವ ದಾರಿಯನ್ನು ಬಿಟ್ಟು ಬೇರೆ ದಾರಿಗಳನ್ನು ಬಳಸಬೇಕು. ನಿಯಮಿತವಾಗಿ ಕ್ರೀಡೆಗಳಲ್ಲಿ ಭಾಗವಹಿಸಬೇಕು. ಹೊಸ ಸಂಗೀತ ಉಪಕರಣ ನುಡಿಸಲು ಕಲಿಯಬೇಕು. ಹೀಗೆ ಹೊಸ ಕ್ರಿಯಾಶೀಲ ಚಟುವಟಿಕೆಗಳು ನಮ್ಮ ಮೆದುಳನ್ನು ಚುರುಕಾಗಿಸುತ್ತವೆ. ಈ ಎಲ್ಲ ಕ್ರಿಯಾಶೀಲ ಚಟುವಟಿಕೆಗಳು ಮಕ್ಕಳಲ್ಲಿ ಅಳವಡಿಸಿಕೊಳ್ಳುವ ಮೂಲಕ ಪರೀಕ್ಷೆಯ ಒತ್ತಡವನ್ನು ಕಡಿಮೆ ಮಾಡಬಹುದು. ಶಾಲಾ ಪರೀಕ್ಷೆ ಒಂದು ಘಟ್ಟ ಮಾತ್ರ; ಜೀವನದ ಪರೀಕ್ಷೆ ನಿರಂತರ. ಮಕ್ಕಳು ಜೀವನದ ಪರೀಕ್ಷೆಯಲ್ಲಿ ಗೆಲ್ಲುವಂತೆ ಅವರನ್ನು ಸಿದ್ಧಗೊಳಿಸುವುದು ನಮ್ಮೆಲ್ಲರ ಜವಾಬ್ದಾರಿ.: [1241, 509, 1505, 737]
